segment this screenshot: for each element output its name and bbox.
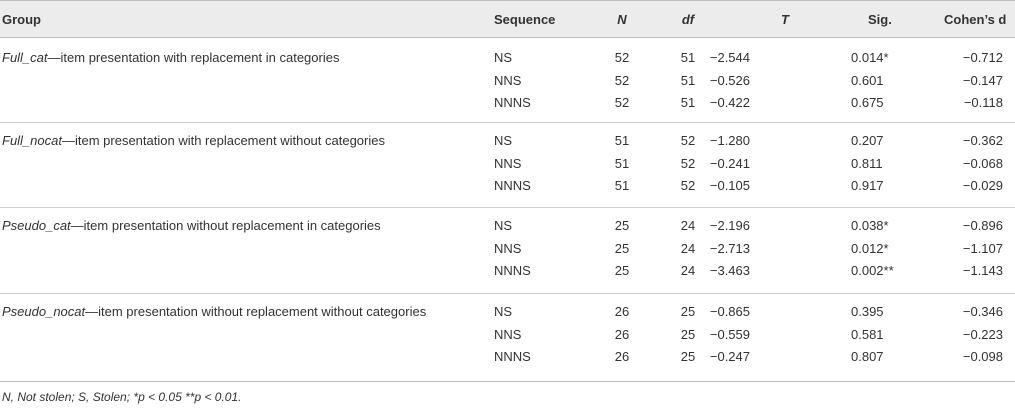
header-df: df [681, 12, 695, 27]
group-label [2, 218, 381, 234]
table-footnote: N, Not stolen; S, Stolen; *p < 0.05 **p < 0.01. [2, 390, 242, 404]
group-description: —item presentation with replacement without categories [61, 133, 385, 148]
cell-cohens-d: −1.107 [962, 241, 1003, 256]
cell-cohens-d: −0.346 [962, 304, 1003, 319]
cell-cohens-d: −0.118 [963, 95, 1003, 110]
row-divider [0, 122, 1015, 123]
cell-sig: 0.601 [851, 73, 884, 88]
cell-t: −0.241 [709, 156, 750, 171]
cell-n: 51 [614, 133, 630, 148]
cell-n: 26 [614, 304, 630, 319]
cell-sig: 0.581 [851, 327, 884, 342]
cell-cohens-d: −0.223 [962, 327, 1003, 342]
cell-sequence: NNS [494, 73, 522, 88]
cell-sig: 0.917 [851, 178, 884, 193]
cell-n: 51 [614, 156, 630, 171]
cell-df: 52 [680, 178, 696, 193]
cell-t: −0.865 [709, 304, 750, 319]
cell-t: −3.463 [709, 263, 750, 278]
cell-sequence: NS [494, 133, 513, 148]
group-name: Full_nocat [2, 133, 62, 148]
cell-cohens-d: −0.098 [962, 349, 1003, 364]
cell-sig: 0.675 [851, 95, 884, 110]
cell-df: 25 [680, 327, 696, 342]
cell-df: 24 [680, 218, 696, 233]
cell-sequence: NS [494, 218, 513, 233]
cell-df: 25 [680, 304, 696, 319]
cell-n: 25 [614, 241, 630, 256]
cell-df: 51 [680, 95, 696, 110]
header-cohens-d: Cohen’s d [944, 12, 1007, 27]
cell-df: 25 [680, 349, 696, 364]
group-name: Pseudo_nocat [2, 304, 86, 319]
cell-sequence: NNNS [494, 263, 531, 278]
header-t: T [781, 12, 789, 27]
cell-df: 51 [680, 50, 696, 65]
cell-sequence: NNS [494, 241, 522, 256]
cell-t: −0.422 [709, 95, 750, 110]
cell-cohens-d: −0.712 [962, 50, 1003, 65]
cell-cohens-d: −0.147 [962, 73, 1003, 88]
cell-df: 52 [680, 133, 696, 148]
cell-n: 26 [614, 327, 630, 342]
cell-t: −0.247 [709, 349, 750, 364]
group-description: —item presentation without replacement without categories [85, 304, 427, 319]
cell-sig: 0.207 [851, 133, 884, 148]
cell-sequence: NNNS [494, 349, 531, 364]
cell-sig: 0.002** [851, 263, 894, 278]
cell-sig: 0.395 [851, 304, 884, 319]
cell-cohens-d: −0.362 [962, 133, 1003, 148]
header-n: N [617, 12, 627, 27]
cell-cohens-d: −0.029 [962, 178, 1003, 193]
row-divider [0, 293, 1015, 294]
group-name: Full_cat [2, 50, 48, 65]
cell-t: −0.559 [709, 327, 750, 342]
cell-sig: 0.811 [851, 156, 883, 171]
header-sig: Sig. [868, 12, 892, 27]
cell-cohens-d: −0.896 [962, 218, 1003, 233]
cell-sequence: NNS [494, 156, 522, 171]
group-label [2, 133, 385, 149]
cell-n: 52 [614, 95, 630, 110]
cell-n: 25 [614, 218, 630, 233]
group-label [2, 50, 339, 66]
cell-sig: 0.807 [851, 349, 884, 364]
group-name: Pseudo_cat [2, 218, 71, 233]
cell-n: 52 [614, 50, 630, 65]
cell-t: −2.196 [709, 218, 750, 233]
group-description: —item presentation with replacement in categories [47, 50, 340, 65]
cell-cohens-d: −1.143 [962, 263, 1003, 278]
row-divider [0, 207, 1015, 208]
header-sequence: Sequence [494, 12, 556, 27]
table-header [0, 0, 1015, 38]
cell-n: 26 [614, 349, 630, 364]
group-description: —item presentation without replacement in categories [70, 218, 381, 233]
cell-sig: 0.012* [851, 241, 889, 256]
cell-sequence: NNNS [494, 178, 531, 193]
cell-cohens-d: −0.068 [962, 156, 1003, 171]
cell-df: 51 [680, 73, 696, 88]
cell-t: −0.526 [709, 73, 750, 88]
group-label [2, 304, 426, 320]
row-divider [0, 381, 1015, 382]
cell-sig: 0.038* [851, 218, 889, 233]
header-group: Group [2, 12, 41, 27]
cell-t: −0.105 [709, 178, 750, 193]
cell-n: 51 [614, 178, 630, 193]
cell-df: 52 [680, 156, 696, 171]
cell-sequence: NS [494, 304, 513, 319]
cell-sequence: NNS [494, 327, 522, 342]
cell-sequence: NNNS [494, 95, 531, 110]
cell-df: 24 [680, 263, 696, 278]
cell-df: 24 [680, 241, 696, 256]
cell-t: −1.280 [709, 133, 750, 148]
cell-t: −2.713 [709, 241, 750, 256]
cell-t: −2.544 [709, 50, 750, 65]
cell-n: 25 [614, 263, 630, 278]
cell-sig: 0.014* [851, 50, 889, 65]
cell-sequence: NS [494, 50, 513, 65]
cell-n: 52 [614, 73, 630, 88]
